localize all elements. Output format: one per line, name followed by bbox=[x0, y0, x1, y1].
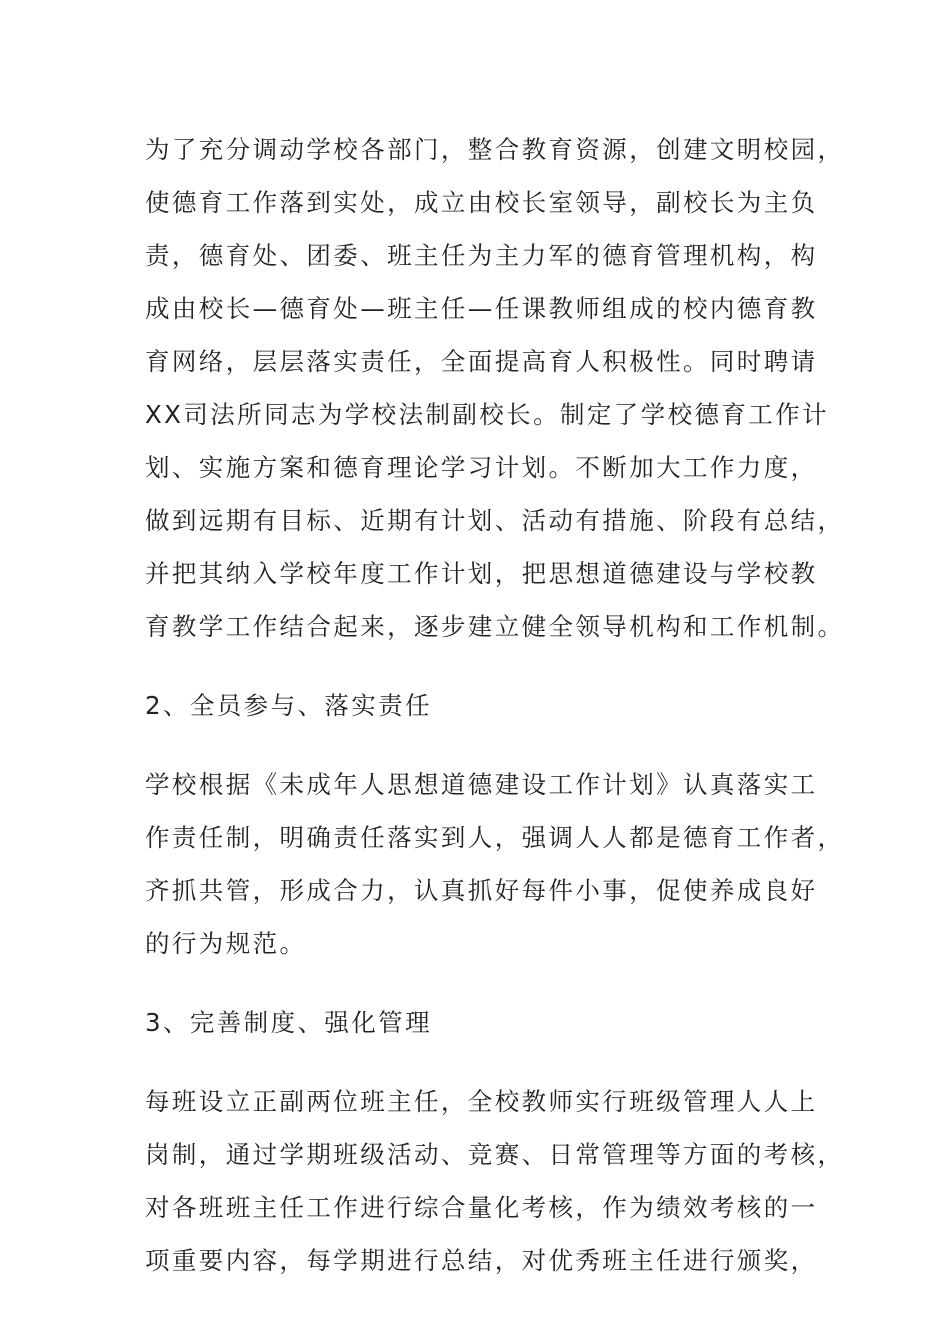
text-line: 使德育工作落到实处，成立由校长室领导，副校长为主负 bbox=[145, 188, 818, 217]
text-line: 成由校长—德育处—班主任—任课教师组成的校内德育教 bbox=[145, 294, 818, 323]
paragraph-gap bbox=[145, 653, 805, 679]
paragraph-gap bbox=[145, 970, 805, 996]
heading-line: 2、全员参与、落实责任 bbox=[145, 691, 432, 720]
section-heading-2 bbox=[145, 679, 805, 732]
text-line: 并把其纳入学校年度工作计划，把思想道德建设与学校教 bbox=[145, 559, 818, 588]
text-line: 责，德育处、团委、班主任为主力军的德育管理机构，构 bbox=[145, 241, 818, 270]
document-page bbox=[145, 123, 845, 1287]
text-line: XX司法所同志为学校法制副校长。制定了学校德育工作计 bbox=[145, 400, 829, 429]
section-heading-3 bbox=[145, 996, 805, 1049]
text-line: 做到远期有目标、近期有计划、活动有措施、阶段有总结， bbox=[145, 506, 845, 535]
text-line: 岗制，通过学期班级活动、竞赛、日常管理等方面的考核， bbox=[145, 1140, 845, 1169]
paragraph-gap bbox=[145, 732, 805, 758]
text-line: 每班设立正副两位班主任，全校教师实行班级管理人人上 bbox=[145, 1087, 818, 1116]
text-line: 育教学工作结合起来，逐步建立健全领导机构和工作机制。 bbox=[145, 612, 845, 641]
text-line: 的行为规范。 bbox=[145, 929, 307, 958]
text-line: 项重要内容，每学期进行总结，对优秀班主任进行颁奖， bbox=[145, 1246, 818, 1275]
text-line: 学校根据《未成年人思想道德建设工作计划》认真落实工 bbox=[145, 770, 818, 799]
text-line: 齐抓共管，形成合力，认真抓好每件小事，促使养成良好 bbox=[145, 876, 818, 905]
text-line: 作责任制，明确责任落实到人，强调人人都是德育工作者， bbox=[145, 823, 845, 852]
text-line: 育网络，层层落实责任，全面提高育人积极性。同时聘请 bbox=[145, 347, 818, 376]
paragraph-gap bbox=[145, 1049, 805, 1075]
paragraph-responsibility bbox=[145, 758, 845, 970]
heading-line: 3、完善制度、强化管理 bbox=[145, 1008, 432, 1037]
text-line: 为了充分调动学校各部门，整合教育资源，创建文明校园， bbox=[145, 135, 845, 164]
text-line: 划、实施方案和德育理论学习计划。不断加大工作力度， bbox=[145, 453, 818, 482]
text-line: 对各班班主任工作进行综合量化考核，作为绩效考核的一 bbox=[145, 1193, 818, 1222]
paragraph-management bbox=[145, 1075, 845, 1287]
paragraph-organization bbox=[145, 123, 845, 653]
